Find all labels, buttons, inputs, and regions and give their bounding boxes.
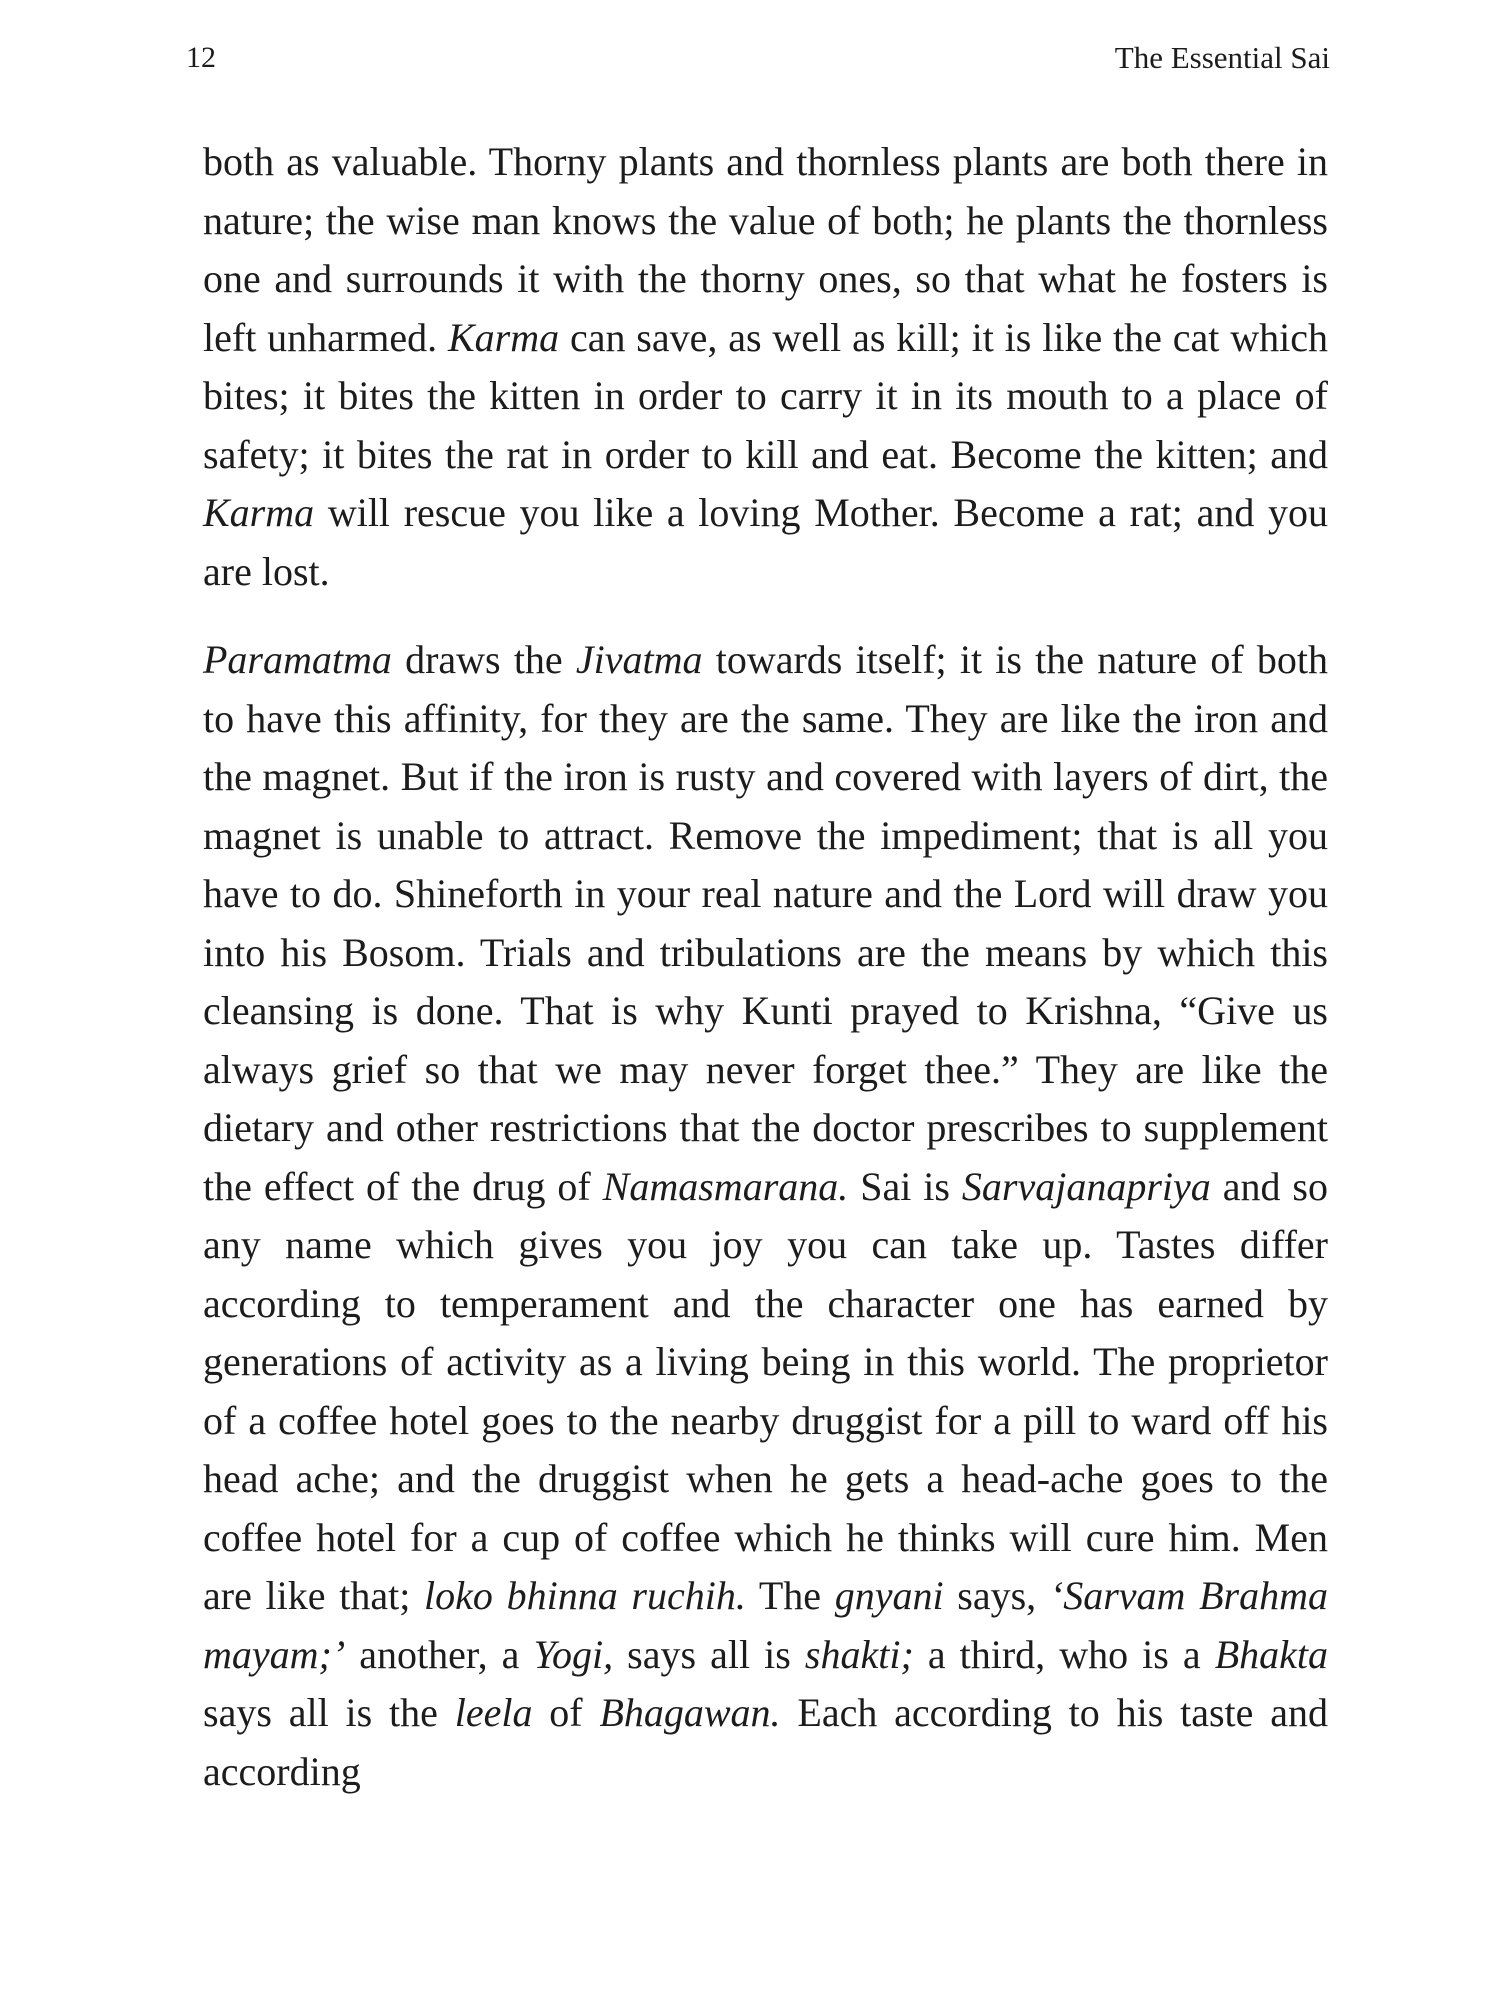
italic-term: ‘Sarvam Brahma mayam;’ xyxy=(203,1573,1329,1677)
italic-term: Sarvajanapriya xyxy=(961,1163,1211,1209)
italic-term: leela xyxy=(454,1690,533,1735)
italic-term: Bhakta xyxy=(1214,1631,1329,1677)
page-number: 12 xyxy=(186,41,216,74)
italic-term: Namasmarana. xyxy=(602,1163,849,1209)
page-body xyxy=(203,133,1328,1801)
italic-term: gnyani xyxy=(834,1573,944,1618)
italic-term: loko bhinna ruchih. xyxy=(424,1573,746,1618)
italic-term: Karma xyxy=(203,490,315,535)
italic-term: Paramatma xyxy=(203,637,392,682)
running-title: The Essential Sai xyxy=(1114,40,1330,75)
italic-term: Jivatma xyxy=(575,637,703,682)
italic-term: Yogi, xyxy=(533,1631,614,1677)
italic-term: shakti; xyxy=(804,1631,914,1677)
italic-term: Bhagawan. xyxy=(599,1690,781,1735)
paragraph-1: both as valuable. Thorny plants and thornless plants are both there in nature; the wise man knows the value of both; he plants the thornless one and surrounds it with the thorny ones, so that what he fosters is left unharmed. Karma can save, as well as kill; it is like the cat which bites; it bites the kitten in order to carry it in its mouth to a place of safety; it bites the rat in order to kill and eat. Become the kitten; and Karma will rescue you like a loving Mother. Become a rat; and you are lost. xyxy=(203,139,1328,594)
italic-term: Karma xyxy=(447,314,560,360)
paragraph-2: Paramatma draws the Jivatma towards itself; it is the nature of both to have this affinity, for they are the same. They are like the iron and the magnet. But if the iron is rusty and covered with layers of dirt, the magnet is unable to attract. Remove the impediment; that is all you have to do. Shineforth in your real nature and the Lord will draw you into his Bosom. Trials and tribulations are the means by which this cleansing is done. That is why Kunti prayed to Krishna, “Give us always grief so that we may never forget thee.” They are like the dietary and other restrictions that the doctor prescribes to supplement the effect of the drug of Namasmarana. Sai is Sarvajanapriya and so any name which gives you joy you can take up. Tastes differ according to temperament and the character one has earned by generations of activity as a living being in this world. The proprietor of a coffee hotel goes to the nearby druggist for a pill to ward off his head ache; and the druggist when he gets a head-ache goes to the coffee hotel for a cup of coffee which he thinks will cure him. Men are like that; loko bhinna ruchih. The gnyani says, ‘Sarvam Brahma mayam;’ another, a Yogi, says all is shakti; a third, who is a Bhakta says all is the leela of Bhagawan. Each according to his taste and according xyxy=(203,637,1329,1794)
